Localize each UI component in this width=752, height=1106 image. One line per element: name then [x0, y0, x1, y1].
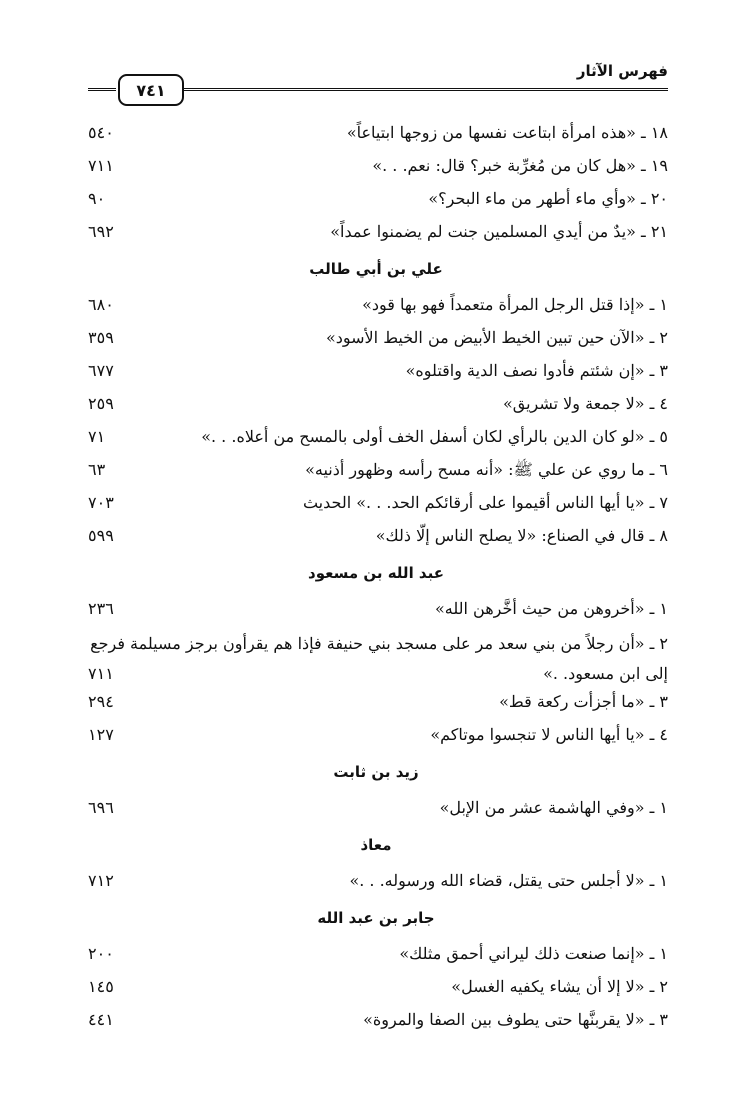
- index-entry: [0, 795, 752, 828]
- index-entry: [0, 292, 752, 325]
- index-entry: [0, 490, 752, 523]
- entry-text: ٥ ـ «لو كان الدين بالرأي لكان أسفل الخف أولى بالمسح من أعلاه. . .»: [201, 427, 668, 446]
- section-heading-row: [0, 252, 752, 292]
- entry-page-number: ٦٨٠: [88, 295, 114, 314]
- entry-page-number: ٢٠٠: [88, 944, 114, 963]
- index-entry: [0, 424, 752, 457]
- entry-text: ٧ ـ «يا أيها الناس أقيموا على أرقائكم الحد. . .» الحديث: [302, 493, 668, 512]
- entry-text: ٢٠ ـ «وأي ماء أطهر من ماء البحر؟»: [428, 189, 668, 208]
- index-entry: [0, 974, 752, 1007]
- entry-text: ٤ ـ «لا جمعة ولا تشريق»: [502, 394, 668, 413]
- entry-page-number: ٤٤١: [88, 1010, 114, 1029]
- entry-page-number: ٥٤٠: [88, 123, 114, 142]
- running-title: فهرس الآثار: [576, 62, 668, 80]
- entry-text: ١٨ ـ «هذه امرأة ابتاعت نفسها من زوجها ابتياعاً»: [346, 123, 668, 142]
- entry-page-number: ٣٥٩: [88, 328, 114, 347]
- entry-page-number: ١٤٥: [88, 977, 114, 996]
- entry-text: ١ ـ «لا أجلس حتى يقتل، قضاء الله ورسوله. . .»: [349, 871, 668, 890]
- entry-page-number: ١٢٧: [88, 725, 114, 744]
- section-title: علي بن أبي طالب: [309, 260, 443, 278]
- index-entry: [0, 689, 752, 722]
- index-entry: [0, 120, 752, 153]
- section-title: عبد الله بن مسعود: [308, 564, 444, 582]
- entry-text: ٢ ـ «أن رجلاً من بني سعد مر على مسجد بني حنيفة فإذا هم يقرأون برجز مسيلمة فرجع إلى ابن مسعود. .»: [90, 634, 668, 683]
- section-title: زيد بن ثابت: [333, 763, 419, 781]
- entry-text: ٣ ـ «لا يقربنَّها حتى يطوف بين الصفا والمروة»: [363, 1010, 668, 1029]
- entry-text: ٢ ـ «لا إلا أن يشاء يكفيه الغسل»: [451, 977, 668, 996]
- page-header: [88, 58, 668, 98]
- index-content: [0, 120, 752, 1040]
- entry-page-number: ٢٩٤: [88, 692, 114, 711]
- entry-page-number: ٧١١: [88, 664, 114, 683]
- entry-page-number: ٧١١: [88, 156, 114, 175]
- entry-text: ١ ـ «إنما صنعت ذلك ليراني أحمق مثلك»: [399, 944, 668, 963]
- entry-text: ٣ ـ «ما أجزأت ركعة قط»: [499, 692, 668, 711]
- index-entry: [0, 523, 752, 556]
- entry-page-number: ٩٠: [88, 189, 106, 208]
- index-entry: [0, 153, 752, 186]
- section-heading-row: [0, 556, 752, 596]
- entry-page-number: ٥٩٩: [88, 526, 114, 545]
- index-entry: [0, 1007, 752, 1040]
- index-entry: [0, 868, 752, 901]
- page-number-box: [118, 74, 184, 106]
- entry-text: ١ ـ «وفي الهاشمة عشر من الإبل»: [439, 798, 668, 817]
- index-entry: [0, 186, 752, 219]
- entry-text: ١ ـ «إذا قتل الرجل المرأة متعمداً فهو بها قود»: [362, 295, 668, 314]
- index-entry: [0, 391, 752, 424]
- index-entry: [0, 219, 752, 252]
- index-entry: [0, 457, 752, 490]
- section-heading-row: [0, 755, 752, 795]
- entry-text: ٢١ ـ «يدٌ من أيدي المسلمين جنت لم يضمنوا عمداً»: [330, 222, 668, 241]
- entry-page-number: ٦٩٦: [88, 798, 114, 817]
- entry-text: ٣ ـ «إن شئتم فأدوا نصف الدية واقتلوه»: [405, 361, 668, 380]
- index-entry: [0, 325, 752, 358]
- index-entry: [0, 596, 752, 629]
- entry-page-number: ٧١٢: [88, 871, 114, 890]
- index-entry: [0, 358, 752, 391]
- entry-page-number: ٧٠٣: [88, 493, 114, 512]
- entry-text: ٦ ـ ما روي عن علي ﷺ: «أنه مسح رأسه وظهور أذنيه»: [305, 460, 668, 479]
- index-entry: [0, 941, 752, 974]
- entry-text: ٢ ـ «الآن حين تبين الخيط الأبيض من الخيط الأسود»: [325, 328, 668, 347]
- index-entry: [0, 629, 752, 689]
- header-rule-right: [184, 88, 668, 91]
- section-heading-row: [0, 901, 752, 941]
- section-title: معاذ: [360, 836, 392, 854]
- entry-page-number: ٢٥٩: [88, 394, 114, 413]
- entry-page-number: ٧١: [88, 427, 106, 446]
- page-number: ٧٤١: [136, 80, 166, 100]
- section-heading-row: [0, 828, 752, 868]
- index-entry: [0, 722, 752, 755]
- entry-page-number: ٢٣٦: [88, 599, 114, 618]
- header-rule-left: [88, 88, 116, 91]
- entry-text: ١ ـ «أخروهن من حيث أخَّرهن الله»: [434, 599, 668, 618]
- entry-page-number: ٦٧٧: [88, 361, 114, 380]
- entry-text: ٤ ـ «يا أيها الناس لا تنجسوا موتاكم»: [430, 725, 668, 744]
- entry-page-number: ٦٩٢: [88, 222, 114, 241]
- entry-text: ٨ ـ قال في الصناع: «لا يصلح الناس إلّا ذلك»: [375, 526, 668, 545]
- entry-page-number: ٦٣: [88, 460, 106, 479]
- section-title: جابر بن عبد الله: [317, 909, 435, 927]
- entry-text: ١٩ ـ «هل كان من مُغرِّبة خبر؟ قال: نعم. . .»: [372, 156, 668, 175]
